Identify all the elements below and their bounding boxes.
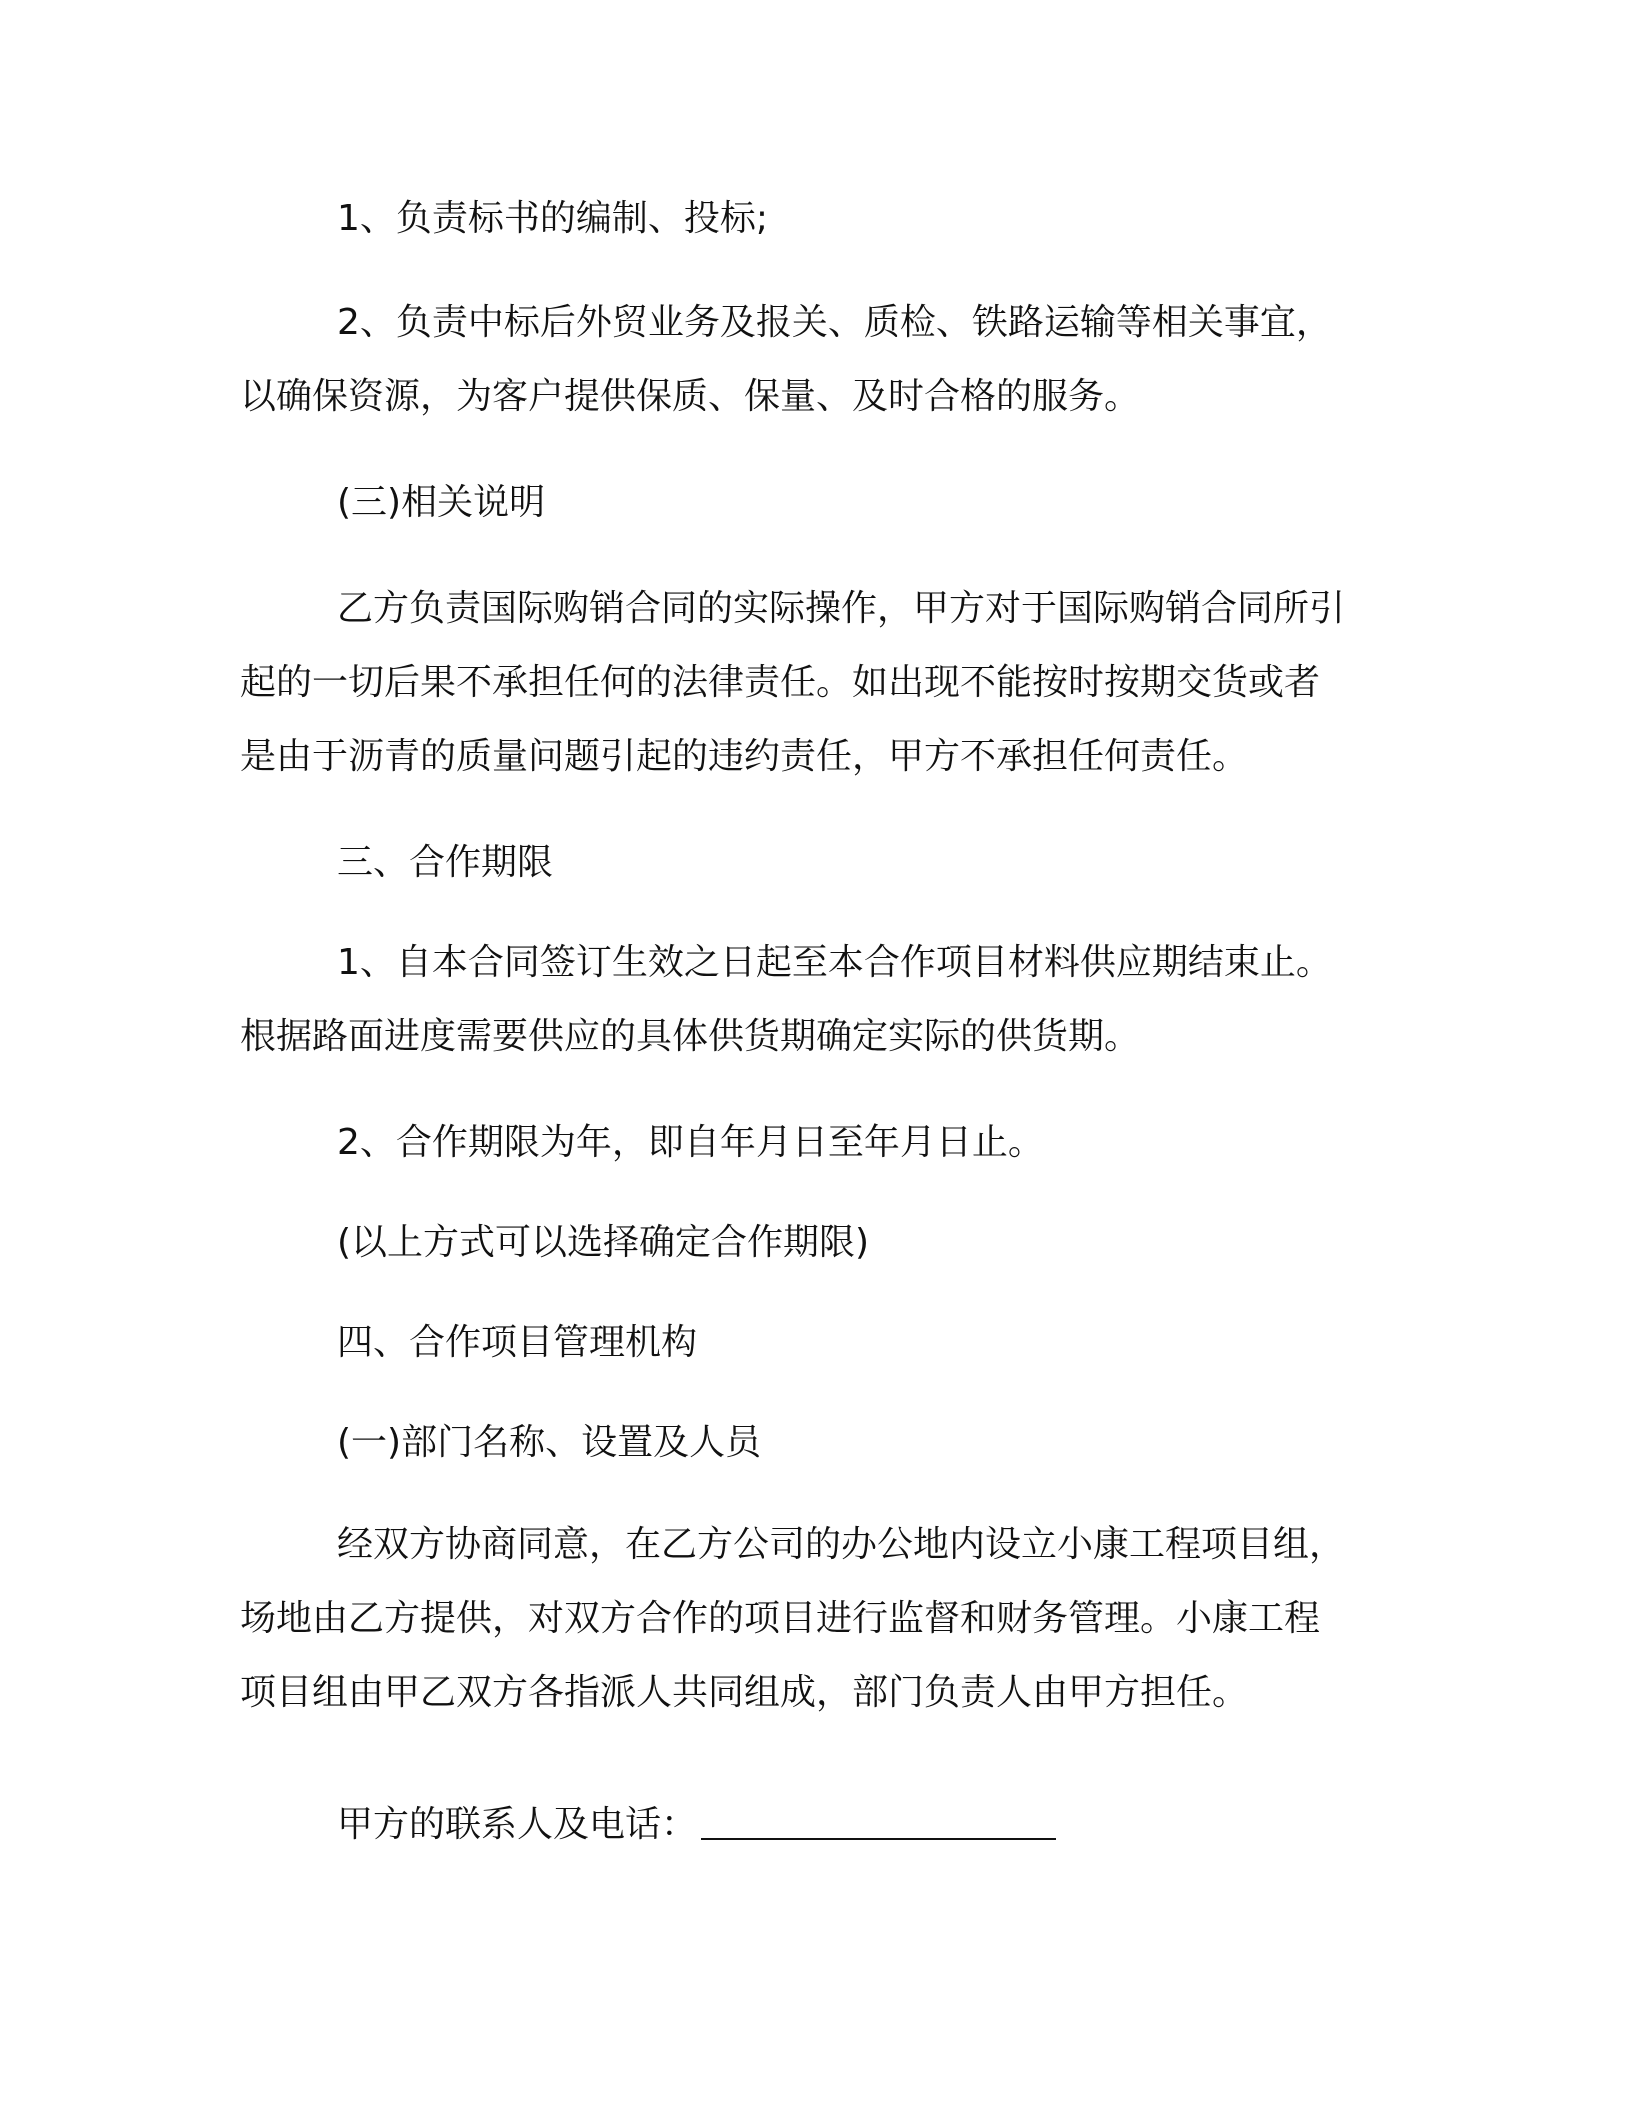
- section-heading: [240, 1406, 1380, 1480]
- section-heading: [240, 466, 1380, 540]
- text-line: 以确保资源，为客户提供保质、保量、及时合格的服务。: [240, 376, 1141, 417]
- text-line: 是由于沥青的质量问题引起的违约责任，甲方不承担任何责任。: [240, 736, 1249, 777]
- fill-in-blank: [701, 1808, 1056, 1840]
- text-line: 场地由乙方提供，对双方合作的项目进行监督和财务管理。小康工程: [240, 1598, 1321, 1639]
- paragraph-1: [240, 182, 1380, 256]
- text-line: 1、负责标书的编制、投标;: [337, 198, 769, 239]
- paragraph-11: [240, 1508, 1380, 1730]
- contact-row: [240, 1788, 1380, 1862]
- text-line: 三、合作期限: [337, 842, 554, 883]
- text-line: 2、负责中标后外贸业务及报关、质检、铁路运输等相关事宜，: [337, 302, 1332, 343]
- paragraph-8: [240, 1206, 1380, 1280]
- text-line: 起的一切后果不承担任何的法律责任。如出现不能按时按期交货或者: [240, 662, 1321, 703]
- text-line: 根据路面进度需要供应的具体供货期确定实际的供货期。: [240, 1016, 1141, 1057]
- paragraph-6: [240, 926, 1380, 1074]
- section-heading: [240, 826, 1380, 900]
- text-line: 1、自本合同签订生效之日起至本合作项目材料供应期结束止。: [337, 942, 1332, 983]
- contact-label: 甲方的联系人及电话：: [337, 1804, 698, 1845]
- paragraph-2: [240, 286, 1380, 434]
- text-line: (一)部门名称、设置及人员: [337, 1422, 762, 1463]
- section-heading: [240, 1306, 1380, 1380]
- contact-line: [240, 1788, 1380, 1862]
- paragraph-4: [240, 572, 1380, 794]
- paragraph-7: [240, 1106, 1380, 1180]
- text-line: (三)相关说明: [337, 482, 546, 523]
- text-line: 2、合作期限为年，即自年月日至年月日止。: [337, 1122, 1044, 1163]
- text-line: 经双方协商同意，在乙方公司的办公地内设立小康工程项目组，: [337, 1524, 1346, 1565]
- text-line: 乙方负责国际购销合同的实际操作，甲方对于国际购销合同所引: [337, 588, 1346, 629]
- text-line: (以上方式可以选择确定合作期限): [337, 1222, 870, 1263]
- text-line: 四、合作项目管理机构: [337, 1322, 698, 1363]
- text-line: 项目组由甲乙双方各指派人共同组成，部门负责人由甲方担任。: [240, 1672, 1249, 1713]
